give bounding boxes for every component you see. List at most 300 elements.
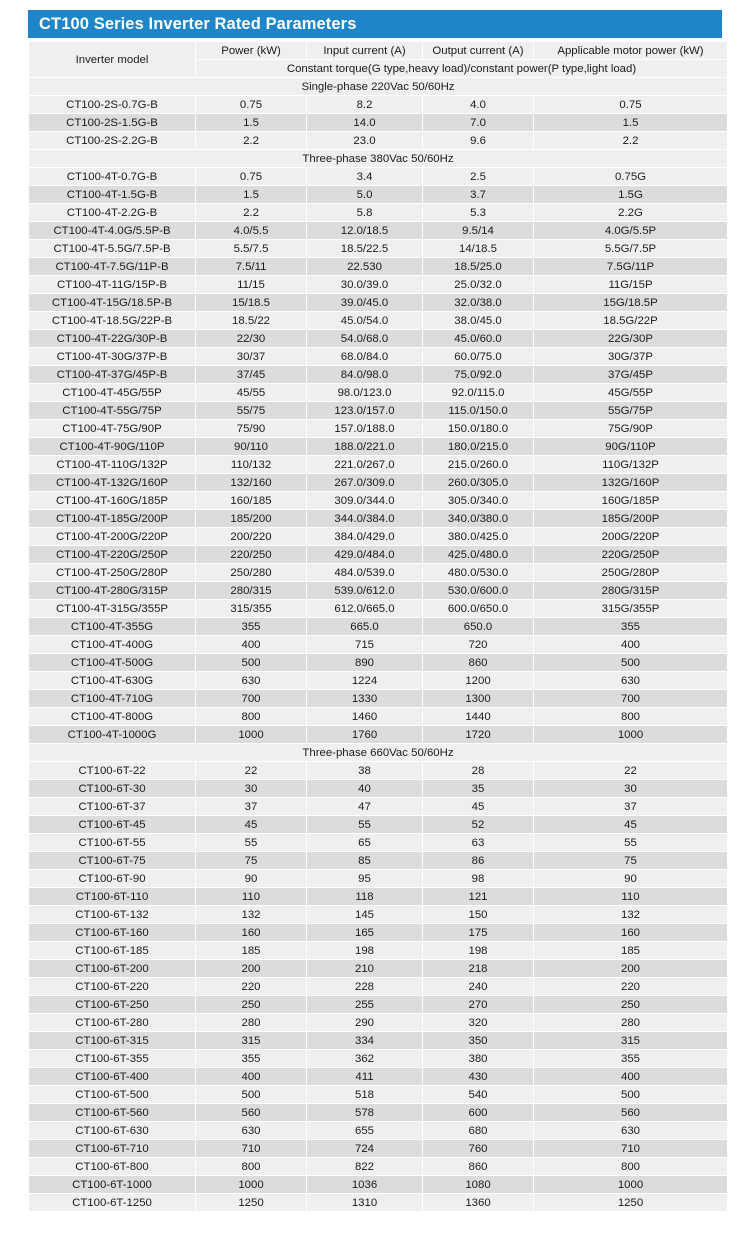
cell-input-current: 38 [307, 762, 422, 779]
cell-input-current: 578 [307, 1104, 422, 1121]
cell-input-current: 84.0/98.0 [307, 366, 422, 383]
cell-input-current: 309.0/344.0 [307, 492, 422, 509]
cell-power: 220/250 [196, 546, 306, 563]
cell-power: 110 [196, 888, 306, 905]
cell-input-current: 85 [307, 852, 422, 869]
table-row [29, 834, 727, 851]
cell-output-current: 9.5/14 [423, 222, 533, 239]
table-row [29, 672, 727, 689]
table-row [29, 1122, 727, 1139]
cell-output-current: 1440 [423, 708, 533, 725]
cell-output-current: 680 [423, 1122, 533, 1139]
cell-model: CT100-4T-90G/110P [29, 438, 195, 455]
cell-output-current: 38.0/45.0 [423, 312, 533, 329]
cell-output-current: 425.0/480.0 [423, 546, 533, 563]
title-bar [28, 10, 722, 38]
cell-output-current: 530.0/600.0 [423, 582, 533, 599]
cell-motor-power: 355 [534, 618, 727, 635]
cell-output-current: 2.5 [423, 168, 533, 185]
cell-output-current: 760 [423, 1140, 533, 1157]
cell-power: 4.0/5.5 [196, 222, 306, 239]
cell-power: 280 [196, 1014, 306, 1031]
table-row [29, 906, 727, 923]
cell-input-current: 665.0 [307, 618, 422, 635]
cell-model: CT100-4T-185G/200P [29, 510, 195, 527]
cell-model: CT100-4T-315G/355P [29, 600, 195, 617]
cell-motor-power: 22 [534, 762, 727, 779]
cell-output-current: 98 [423, 870, 533, 887]
cell-power: 1000 [196, 1176, 306, 1193]
cell-power: 220 [196, 978, 306, 995]
cell-motor-power: 800 [534, 708, 727, 725]
table-row [29, 420, 727, 437]
cell-motor-power: 220G/250P [534, 546, 727, 563]
table-row [29, 978, 727, 995]
cell-output-current: 180.0/215.0 [423, 438, 533, 455]
cell-motor-power: 0.75G [534, 168, 727, 185]
cell-power: 500 [196, 1086, 306, 1103]
cell-input-current: 165 [307, 924, 422, 941]
cell-power: 75/90 [196, 420, 306, 437]
table-row [29, 960, 727, 977]
cell-motor-power: 400 [534, 636, 727, 653]
table-row [29, 312, 727, 329]
cell-power: 160 [196, 924, 306, 941]
cell-input-current: 822 [307, 1158, 422, 1175]
cell-model: CT100-4T-400G [29, 636, 195, 653]
cell-output-current: 198 [423, 942, 533, 959]
cell-motor-power: 2.2G [534, 204, 727, 221]
cell-model: CT100-6T-220 [29, 978, 195, 995]
table-row [29, 1140, 727, 1157]
cell-input-current: 118 [307, 888, 422, 905]
table-row [29, 114, 727, 131]
cell-power: 22 [196, 762, 306, 779]
section-header-row [29, 78, 727, 95]
cell-input-current: 14.0 [307, 114, 422, 131]
cell-motor-power: 200G/220P [534, 528, 727, 545]
cell-model: CT100-4T-800G [29, 708, 195, 725]
rated-parameters-table [28, 41, 728, 1212]
cell-motor-power: 30 [534, 780, 727, 797]
table-row [29, 168, 727, 185]
cell-input-current: 210 [307, 960, 422, 977]
cell-motor-power: 1000 [534, 1176, 727, 1193]
cell-model: CT100-6T-37 [29, 798, 195, 815]
table-row [29, 564, 727, 581]
cell-motor-power: 630 [534, 1122, 727, 1139]
cell-input-current: 655 [307, 1122, 422, 1139]
cell-model: CT100-6T-90 [29, 870, 195, 887]
cell-output-current: 600 [423, 1104, 533, 1121]
cell-motor-power: 185G/200P [534, 510, 727, 527]
cell-motor-power: 355 [534, 1050, 727, 1067]
cell-input-current: 3.4 [307, 168, 422, 185]
table-row [29, 780, 727, 797]
cell-model: CT100-4T-110G/132P [29, 456, 195, 473]
cell-model: CT100-4T-7.5G/11P-B [29, 258, 195, 275]
cell-motor-power: 500 [534, 1086, 727, 1103]
cell-power: 18.5/22 [196, 312, 306, 329]
cell-model: CT100-6T-1250 [29, 1194, 195, 1211]
cell-power: 7.5/11 [196, 258, 306, 275]
cell-power: 185 [196, 942, 306, 959]
table-row [29, 690, 727, 707]
cell-model: CT100-6T-710 [29, 1140, 195, 1157]
header-inverter-model: Inverter model [29, 42, 195, 77]
table-row [29, 240, 727, 257]
cell-output-current: 270 [423, 996, 533, 1013]
cell-input-current: 22.530 [307, 258, 422, 275]
cell-input-current: 1460 [307, 708, 422, 725]
cell-model: CT100-6T-250 [29, 996, 195, 1013]
cell-model: CT100-6T-630 [29, 1122, 195, 1139]
cell-power: 200 [196, 960, 306, 977]
cell-output-current: 350 [423, 1032, 533, 1049]
cell-output-current: 3.7 [423, 186, 533, 203]
cell-power: 90 [196, 870, 306, 887]
cell-power: 1.5 [196, 114, 306, 131]
table-row [29, 600, 727, 617]
table-row [29, 456, 727, 473]
table-row [29, 402, 727, 419]
cell-power: 55 [196, 834, 306, 851]
cell-motor-power: 185 [534, 942, 727, 959]
table-header-row-primary [29, 42, 727, 59]
cell-motor-power: 500 [534, 654, 727, 671]
table-row [29, 636, 727, 653]
table-row [29, 528, 727, 545]
cell-power: 110/132 [196, 456, 306, 473]
cell-input-current: 123.0/157.0 [307, 402, 422, 419]
cell-power: 55/75 [196, 402, 306, 419]
cell-input-current: 5.8 [307, 204, 422, 221]
cell-model: CT100-4T-160G/185P [29, 492, 195, 509]
table-row [29, 582, 727, 599]
section-label: Three-phase 660Vac 50/60Hz [29, 744, 727, 761]
cell-output-current: 63 [423, 834, 533, 851]
table-row [29, 330, 727, 347]
cell-power: 37/45 [196, 366, 306, 383]
cell-input-current: 95 [307, 870, 422, 887]
cell-output-current: 5.3 [423, 204, 533, 221]
cell-power: 560 [196, 1104, 306, 1121]
cell-model: CT100-4T-4.0G/5.5P-B [29, 222, 195, 239]
cell-model: CT100-4T-355G [29, 618, 195, 635]
cell-power: 630 [196, 1122, 306, 1139]
cell-input-current: 188.0/221.0 [307, 438, 422, 455]
cell-power: 315/355 [196, 600, 306, 617]
cell-power: 800 [196, 708, 306, 725]
table-row [29, 1068, 727, 1085]
cell-input-current: 55 [307, 816, 422, 833]
cell-model: CT100-4T-37G/45P-B [29, 366, 195, 383]
cell-output-current: 92.0/115.0 [423, 384, 533, 401]
cell-output-current: 540 [423, 1086, 533, 1103]
cell-model: CT100-6T-560 [29, 1104, 195, 1121]
cell-model: CT100-6T-110 [29, 888, 195, 905]
cell-power: 500 [196, 654, 306, 671]
cell-input-current: 715 [307, 636, 422, 653]
cell-output-current: 86 [423, 852, 533, 869]
cell-motor-power: 1000 [534, 726, 727, 743]
cell-output-current: 380 [423, 1050, 533, 1067]
table-row [29, 852, 727, 869]
cell-model: CT100-4T-45G/55P [29, 384, 195, 401]
cell-output-current: 150 [423, 906, 533, 923]
cell-model: CT100-6T-75 [29, 852, 195, 869]
cell-output-current: 45 [423, 798, 533, 815]
cell-model: CT100-6T-280 [29, 1014, 195, 1031]
cell-motor-power: 4.0G/5.5P [534, 222, 727, 239]
cell-input-current: 221.0/267.0 [307, 456, 422, 473]
cell-motor-power: 55 [534, 834, 727, 851]
cell-output-current: 121 [423, 888, 533, 905]
header-load-type-note: Constant torque(G type,heavy load)/constant power(P type,light load) [196, 60, 727, 77]
cell-model: CT100-4T-22G/30P-B [29, 330, 195, 347]
cell-output-current: 150.0/180.0 [423, 420, 533, 437]
cell-input-current: 334 [307, 1032, 422, 1049]
cell-motor-power: 132G/160P [534, 474, 727, 491]
cell-motor-power: 700 [534, 690, 727, 707]
cell-input-current: 429.0/484.0 [307, 546, 422, 563]
table-row [29, 438, 727, 455]
cell-motor-power: 200 [534, 960, 727, 977]
table-row [29, 276, 727, 293]
cell-model: CT100-4T-75G/90P [29, 420, 195, 437]
cell-model: CT100-4T-630G [29, 672, 195, 689]
cell-output-current: 35 [423, 780, 533, 797]
cell-output-current: 52 [423, 816, 533, 833]
cell-output-current: 1360 [423, 1194, 533, 1211]
cell-power: 75 [196, 852, 306, 869]
header-motor-power: Applicable motor power (kW) [534, 42, 727, 59]
cell-motor-power: 15G/18.5P [534, 294, 727, 311]
table-row [29, 654, 727, 671]
header-output-current: Output current (A) [423, 42, 533, 59]
cell-power: 1.5 [196, 186, 306, 203]
cell-motor-power: 160G/185P [534, 492, 727, 509]
cell-motor-power: 2.2 [534, 132, 727, 149]
cell-motor-power: 45 [534, 816, 727, 833]
cell-power: 15/18.5 [196, 294, 306, 311]
cell-motor-power: 55G/75P [534, 402, 727, 419]
table-row [29, 258, 727, 275]
cell-input-current: 30.0/39.0 [307, 276, 422, 293]
section-header-row [29, 150, 727, 167]
cell-power: 132/160 [196, 474, 306, 491]
cell-power: 280/315 [196, 582, 306, 599]
table-row [29, 474, 727, 491]
cell-motor-power: 37 [534, 798, 727, 815]
cell-output-current: 115.0/150.0 [423, 402, 533, 419]
cell-input-current: 724 [307, 1140, 422, 1157]
cell-power: 700 [196, 690, 306, 707]
section-label: Single-phase 220Vac 50/60Hz [29, 78, 727, 95]
cell-motor-power: 11G/15P [534, 276, 727, 293]
table-row [29, 762, 727, 779]
table-row [29, 1158, 727, 1175]
cell-motor-power: 7.5G/11P [534, 258, 727, 275]
cell-power: 800 [196, 1158, 306, 1175]
cell-output-current: 430 [423, 1068, 533, 1085]
cell-input-current: 5.0 [307, 186, 422, 203]
cell-model: CT100-6T-400 [29, 1068, 195, 1085]
cell-output-current: 650.0 [423, 618, 533, 635]
cell-motor-power: 315 [534, 1032, 727, 1049]
cell-model: CT100-6T-55 [29, 834, 195, 851]
cell-power: 90/110 [196, 438, 306, 455]
cell-power: 2.2 [196, 204, 306, 221]
cell-power: 710 [196, 1140, 306, 1157]
cell-input-current: 484.0/539.0 [307, 564, 422, 581]
cell-input-current: 23.0 [307, 132, 422, 149]
cell-output-current: 305.0/340.0 [423, 492, 533, 509]
cell-motor-power: 280G/315P [534, 582, 727, 599]
cell-input-current: 411 [307, 1068, 422, 1085]
cell-model: CT100-4T-1000G [29, 726, 195, 743]
cell-motor-power: 5.5G/7.5P [534, 240, 727, 257]
cell-model: CT100-4T-200G/220P [29, 528, 195, 545]
cell-model: CT100-2S-0.7G-B [29, 96, 195, 113]
cell-input-current: 1310 [307, 1194, 422, 1211]
cell-power: 45 [196, 816, 306, 833]
cell-power: 400 [196, 636, 306, 653]
cell-input-current: 518 [307, 1086, 422, 1103]
cell-power: 30/37 [196, 348, 306, 365]
cell-output-current: 175 [423, 924, 533, 941]
cell-motor-power: 45G/55P [534, 384, 727, 401]
cell-power: 250 [196, 996, 306, 1013]
table-row [29, 798, 727, 815]
cell-output-current: 720 [423, 636, 533, 653]
table-row [29, 1194, 727, 1211]
cell-input-current: 40 [307, 780, 422, 797]
cell-motor-power: 630 [534, 672, 727, 689]
table-row [29, 204, 727, 221]
cell-power: 30 [196, 780, 306, 797]
cell-output-current: 1300 [423, 690, 533, 707]
cell-input-current: 1330 [307, 690, 422, 707]
section-header-row [29, 744, 727, 761]
cell-motor-power: 90 [534, 870, 727, 887]
cell-input-current: 612.0/665.0 [307, 600, 422, 617]
cell-motor-power: 132 [534, 906, 727, 923]
table-row [29, 222, 727, 239]
cell-model: CT100-6T-160 [29, 924, 195, 941]
cell-input-current: 198 [307, 942, 422, 959]
cell-power: 185/200 [196, 510, 306, 527]
cell-output-current: 215.0/260.0 [423, 456, 533, 473]
cell-power: 200/220 [196, 528, 306, 545]
cell-input-current: 12.0/18.5 [307, 222, 422, 239]
cell-model: CT100-4T-250G/280P [29, 564, 195, 581]
cell-model: CT100-4T-30G/37P-B [29, 348, 195, 365]
cell-input-current: 98.0/123.0 [307, 384, 422, 401]
cell-output-current: 45.0/60.0 [423, 330, 533, 347]
cell-input-current: 45.0/54.0 [307, 312, 422, 329]
cell-input-current: 65 [307, 834, 422, 851]
cell-power: 1000 [196, 726, 306, 743]
cell-model: CT100-4T-280G/315P [29, 582, 195, 599]
cell-output-current: 4.0 [423, 96, 533, 113]
cell-model: CT100-4T-11G/15P-B [29, 276, 195, 293]
cell-output-current: 240 [423, 978, 533, 995]
cell-motor-power: 800 [534, 1158, 727, 1175]
cell-output-current: 260.0/305.0 [423, 474, 533, 491]
cell-model: CT100-6T-355 [29, 1050, 195, 1067]
cell-input-current: 255 [307, 996, 422, 1013]
cell-output-current: 60.0/75.0 [423, 348, 533, 365]
cell-output-current: 480.0/530.0 [423, 564, 533, 581]
header-power: Power (kW) [196, 42, 306, 59]
cell-input-current: 1036 [307, 1176, 422, 1193]
cell-output-current: 25.0/32.0 [423, 276, 533, 293]
cell-power: 1250 [196, 1194, 306, 1211]
cell-output-current: 75.0/92.0 [423, 366, 533, 383]
cell-model: CT100-4T-18.5G/22P-B [29, 312, 195, 329]
cell-input-current: 890 [307, 654, 422, 671]
cell-motor-power: 250 [534, 996, 727, 1013]
cell-motor-power: 250G/280P [534, 564, 727, 581]
cell-motor-power: 1.5G [534, 186, 727, 203]
cell-output-current: 28 [423, 762, 533, 779]
table-row [29, 996, 727, 1013]
table-row [29, 726, 727, 743]
cell-motor-power: 0.75 [534, 96, 727, 113]
cell-input-current: 228 [307, 978, 422, 995]
cell-motor-power: 110G/132P [534, 456, 727, 473]
cell-power: 132 [196, 906, 306, 923]
cell-output-current: 1720 [423, 726, 533, 743]
cell-model: CT100-4T-2.2G-B [29, 204, 195, 221]
cell-input-current: 39.0/45.0 [307, 294, 422, 311]
cell-power: 37 [196, 798, 306, 815]
cell-power: 355 [196, 1050, 306, 1067]
cell-input-current: 384.0/429.0 [307, 528, 422, 545]
cell-input-current: 1760 [307, 726, 422, 743]
cell-power: 355 [196, 618, 306, 635]
table-row [29, 888, 727, 905]
table-row [29, 1104, 727, 1121]
cell-model: CT100-6T-500 [29, 1086, 195, 1103]
table-row [29, 870, 727, 887]
cell-model: CT100-2S-2.2G-B [29, 132, 195, 149]
table-row [29, 294, 727, 311]
cell-model: CT100-6T-45 [29, 816, 195, 833]
cell-input-current: 344.0/384.0 [307, 510, 422, 527]
cell-motor-power: 160 [534, 924, 727, 941]
cell-output-current: 18.5/25.0 [423, 258, 533, 275]
cell-model: CT100-6T-132 [29, 906, 195, 923]
cell-model: CT100-6T-200 [29, 960, 195, 977]
table-row [29, 510, 727, 527]
header-input-current: Input current (A) [307, 42, 422, 59]
table-row [29, 1014, 727, 1031]
cell-input-current: 157.0/188.0 [307, 420, 422, 437]
table-row [29, 132, 727, 149]
cell-motor-power: 315G/355P [534, 600, 727, 617]
cell-output-current: 320 [423, 1014, 533, 1031]
cell-output-current: 600.0/650.0 [423, 600, 533, 617]
cell-motor-power: 710 [534, 1140, 727, 1157]
cell-output-current: 1200 [423, 672, 533, 689]
cell-motor-power: 280 [534, 1014, 727, 1031]
table-row [29, 1176, 727, 1193]
cell-model: CT100-4T-55G/75P [29, 402, 195, 419]
cell-power: 45/55 [196, 384, 306, 401]
cell-model: CT100-4T-710G [29, 690, 195, 707]
